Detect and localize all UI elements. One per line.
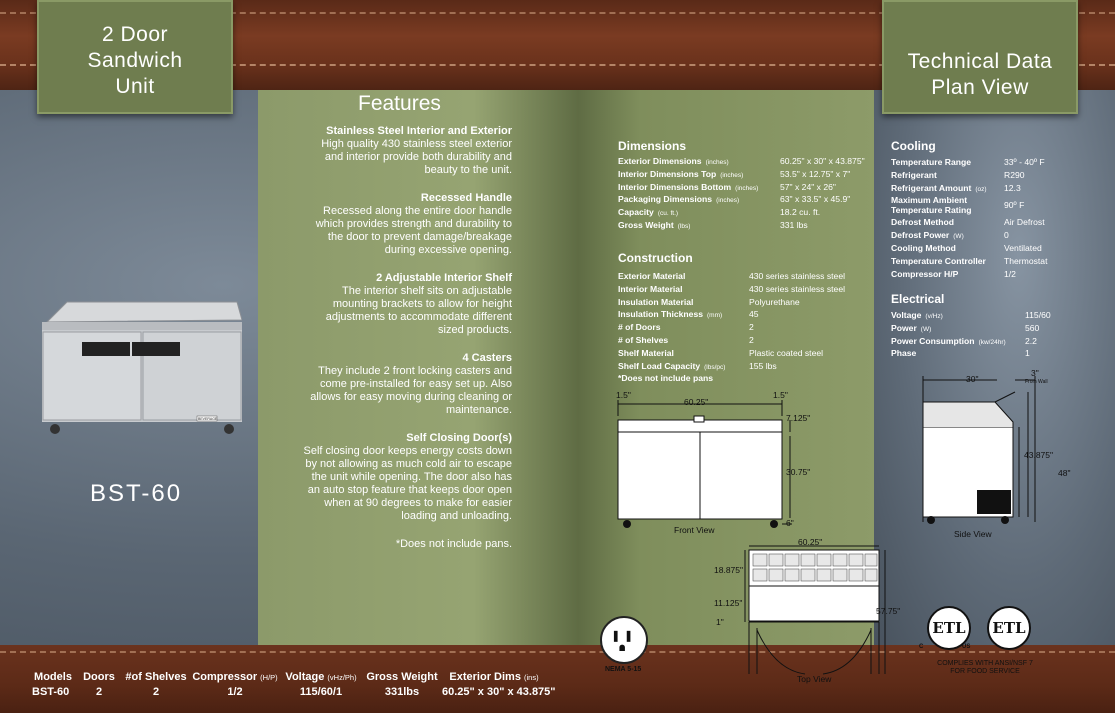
spec-row: # of Doors 2 [618,322,754,333]
table-header-row: Models Doors #of Shelves Compressor (H/P) Voltage (vHz/Ph) Gross Weight Exterior Dims (ins) [34,671,539,683]
sandwich-unit-illustration [37,300,242,435]
feature-heading: Self Closing Door(s) [406,432,512,444]
nema-label: NEMA 5-15 [605,666,642,673]
features-list [300,125,512,551]
spec-row: Temperature Range 33º - 40º F [891,157,1045,167]
feature-body: Recessed along the entire door handle which provides strength and durability to the door to prevent damage/breakage during excessive opening. [315,205,512,256]
features-note: *Does not include pans. [395,538,512,550]
top-view-drawing [715,540,895,680]
spec-row: Packaging Dimensions (inches) 63" x 33.5" x 45.9" [618,194,851,205]
unit-plate-text: BEVERAGE [198,417,218,421]
front-dim-caster: 6" [786,518,794,528]
top-dim-b: 11.125" [714,598,743,608]
title-line-2: Sandwich [87,49,183,72]
side-dim-gap: 3" [1031,368,1039,378]
nema-plug-icon [600,616,648,664]
side-dim-depth: 30" [966,374,979,384]
product-name: BST-60 [90,480,183,507]
dimensions-title: Dimensions [618,139,687,153]
spec-row: Cooling Method Ventilated [891,242,1042,253]
construction-table [618,270,845,385]
top-view-caption: Top View [797,674,832,684]
etl-c-mark: C [919,644,924,650]
side-view-drawing [915,372,1115,532]
table-row: BST-60 2 2 1/2 115/60/1 331lbs 60.25" x 30" x 43.875" [32,686,556,698]
certification-note: COMPLIES WITH ANSI/NSF 7 FOR FOOD SERVICE [937,660,1033,675]
etl-listed-icon: ETL [987,606,1031,650]
electrical-table [891,309,1051,360]
features-title: Features [358,92,441,115]
dimensions-table [618,155,865,232]
feature-heading: 2 Adjustable Interior Shelf [376,272,512,284]
spec-row: Power Consumption (kw/24hr) 2.2 [891,335,1037,346]
spec-row: Exterior Material 430 series stainless steel [618,271,846,281]
feature-body: The interior shelf sits on adjustable mounting brackets to allow for height adjustments to accommodate different sized products. [325,285,512,336]
spec-row: Refrigerant Amount (oz) 12.3 [891,182,1021,193]
feature-item [300,432,512,523]
feature-item [300,125,512,177]
tech-title-line-1: Technical Data [907,50,1053,73]
front-dim-top: 7.125" [786,413,811,423]
title-tag-left [37,0,233,114]
feature-heading: 4 Casters [462,352,512,364]
feature-item [300,272,512,337]
spec-row: Capacity (cu. ft.) 18.2 cu. ft. [618,207,821,218]
electrical-title: Electrical [891,292,945,306]
spec-row: Defrost Method Air Defrost [891,217,1045,228]
construction-note: *Does not include pans [618,373,714,384]
etl-us-mark: US [962,644,971,650]
model-summary-table [30,670,556,700]
etl-sanitation-icon: ETL [927,606,971,650]
top-dim-c: 1" [716,617,724,627]
spec-row: Phase 1 [891,348,1030,359]
tech-title-line-2: Plan View [931,76,1029,99]
side-dim-height: 43.875" [1024,450,1054,460]
spec-row: Interior Dimensions Top (inches) 53.5" x 12.75" x 7" [618,168,851,179]
spec-row: # of Shelves 2 [618,334,754,345]
cooling-title: Cooling [891,139,936,153]
title-line-3: Unit [115,75,155,98]
spec-row: Maximum Ambient Temperature Rating 90º F [891,195,1025,216]
feature-body: High quality 430 stainless steel exterior and interior provide both durability and beauty to the unit. [321,138,512,176]
spec-row: Insulation Material Polyurethane [618,296,800,307]
spec-row: Shelf Load Capacity (lbs/pc) 155 lbs [618,360,777,371]
front-dim-width: 60.25" [684,397,709,407]
front-view-drawing [612,396,812,536]
front-dim-left: 1.5" [616,390,631,400]
feature-item [300,352,512,417]
feature-body: They include 2 front locking casters and come pre-installed for easy set up. Also allows for easy moving during cleaning or maintenance. [310,365,512,416]
spec-row: Exterior Dimensions (inches) 60.25" x 30" x 43.875" [618,156,865,166]
top-dim-width: 60.25" [798,537,823,547]
spec-row: Interior Dimensions Bottom (inches) 57" x 24" x 26" [618,181,836,192]
feature-heading: Recessed Handle [420,192,512,204]
side-dim-gap-note: From Wall [1025,379,1048,385]
construction-title: Construction [618,251,693,265]
spec-row: Gross Weight (lbs) 331 lbs [618,219,808,230]
top-dim-a: 18.875" [714,565,744,575]
spec-row: Power (W) 560 [891,322,1040,333]
feature-heading: Stainless Steel Interior and Exterior [326,125,512,137]
spec-row: Voltage (v/Hz) 115/60 [891,310,1051,320]
top-dim-depth: 57.75" [876,606,901,616]
cooling-table [891,156,1047,280]
front-view-caption: Front View [674,525,715,535]
side-view-caption: Side View [954,529,992,539]
spec-row: Compressor H/P 1/2 [891,268,1016,279]
spec-row: Interior Material 430 series stainless steel [618,283,846,294]
spec-row: Defrost Power (W) 0 [891,230,1009,241]
spec-row: Insulation Thickness (mm) 45 [618,309,759,320]
title-tag-right [882,0,1078,114]
spec-row: Refrigerant R290 [891,169,1025,180]
front-dim-body: 30.75" [786,467,811,477]
spec-row: Shelf Material Plastic coated steel [618,347,824,358]
feature-body: Self closing door keeps energy costs down by not allowing as much cold air to escape the unit while opening. The door also has an auto stop feature that keeps door open when at 90 degrees to make for easier loading and unloading. [303,445,512,522]
front-dim-right: 1.5" [773,390,788,400]
title-line-1: 2 Door [101,23,169,46]
spec-row: Temperature Controller Thermostat [891,255,1048,266]
feature-item [300,192,512,257]
side-dim-total: 48" [1058,468,1071,478]
